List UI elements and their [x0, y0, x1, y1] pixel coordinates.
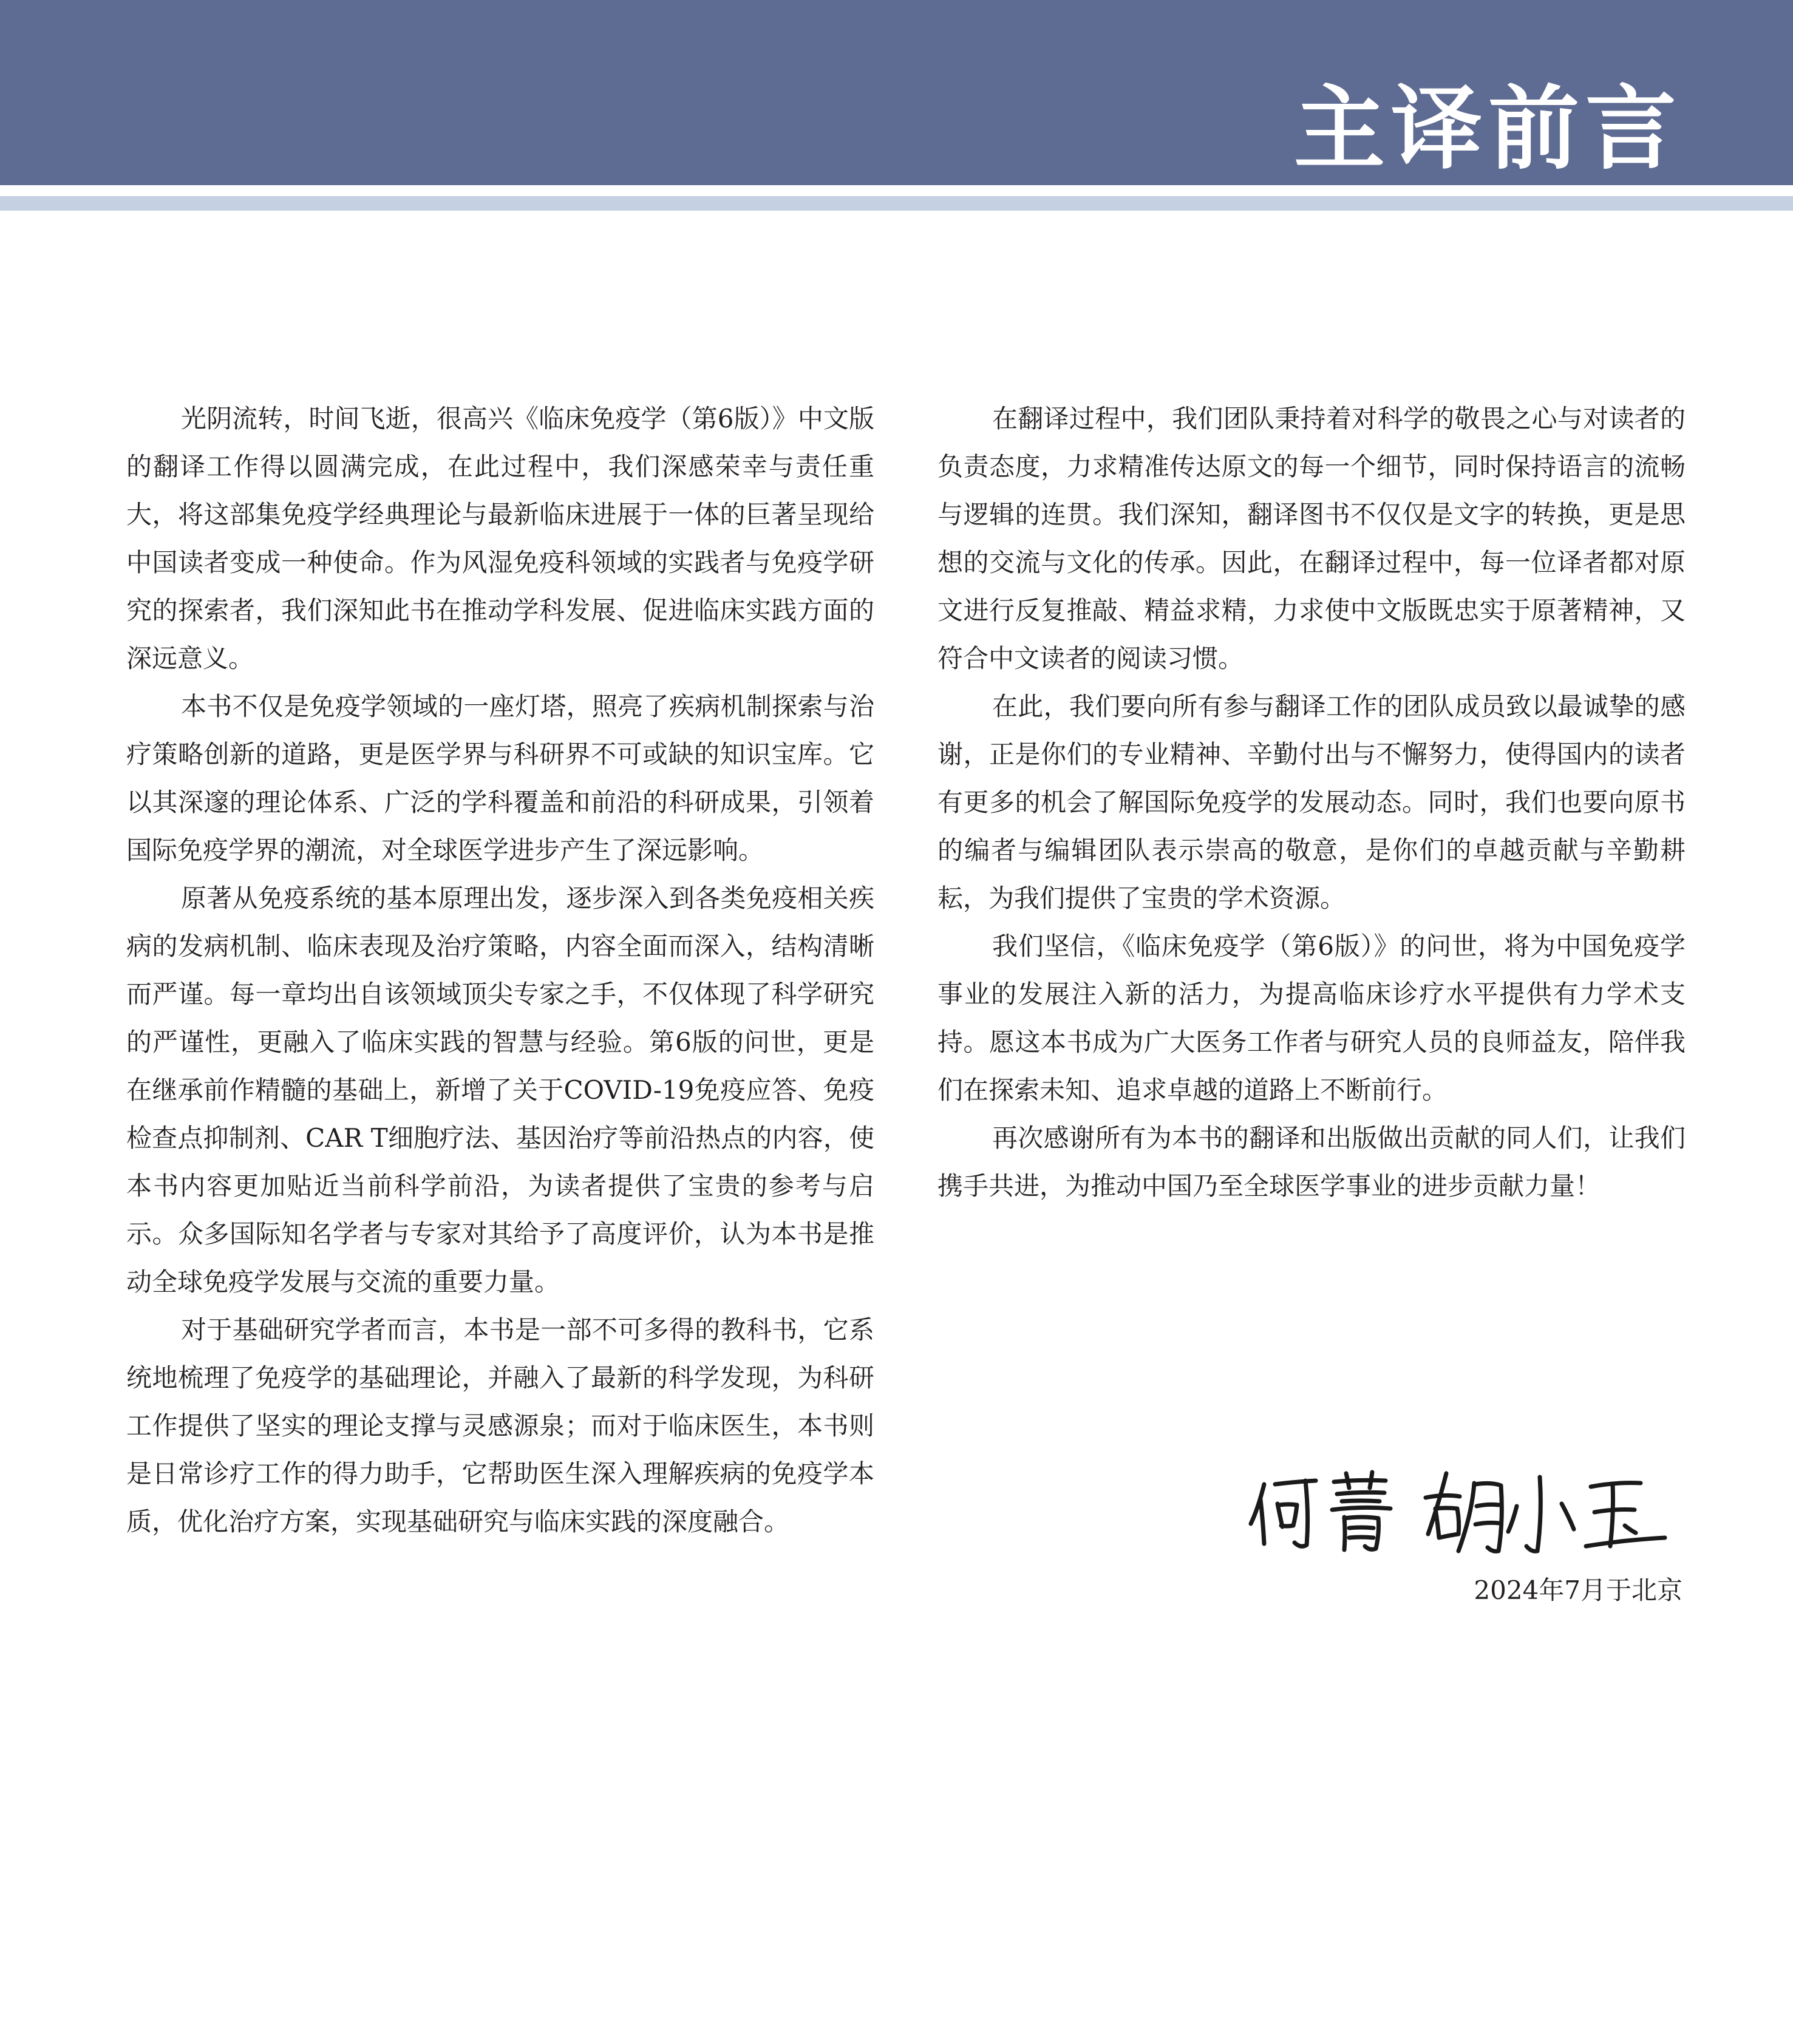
paragraph: 光阴流转，时间飞逝，很高兴《临床免疫学（第6版）》中文版的翻译工作得以圆满完成，在此过程中，我们深感荣幸与责任重大，将这部集免疫学经典理论与最新临床进展于一体的巨著呈现给中国读者变成一种使命。作为风湿免疫科领域的实践者与免疫学研究的探索者，我们深知此书在推动学科发展、促进临床实践方面的深远意义。 — [126, 404, 874, 673]
page-title: 主译前言 — [1293, 76, 1682, 182]
paragraph: 原著从免疫系统的基本原理出发，逐步深入到各类免疫相关疾病的发病机制、临床表现及治疗策略，内容全面而深入，结构清晰而严谨。每一章均出自该领域顶尖专家之手，不仅体现了科学研究的严谨性，更融入了临床实践的智慧与经验。第6版的问世，更是在继承前作精髓的基础上，新增了关于COVID-19免疫应答、免疫检查点抑制剂、CAR T细胞疗法、基因治疗等前沿热点的内容，使本书内容更加贴近当前科学前沿，为读者提供了宝贵的参考与启示。众多国际知名学者与专家对其给予了高度评价，认为本书是推动全球免疫学发展与交流的重要力量。 — [126, 883, 874, 1297]
header-divider — [0, 196, 1793, 211]
paragraph: 我们坚信，《临床免疫学（第6版）》的问世，将为中国免疫学事业的发展注入新的活力，为提高临床诊疗水平提供有力学术支持。愿这本书成为广大医务工作者与研究人员的良师益友，陪伴我们在探索未知、追求卓越的道路上不断前行。 — [937, 931, 1686, 1105]
right-column — [937, 395, 1686, 1210]
left-column — [126, 395, 874, 1546]
signature-graphic — [1246, 1466, 1683, 1557]
paragraph: 再次感谢所有为本书的翻译和出版做出贡献的同人们，让我们携手共进，为推动中国乃至全球医学事业的进步贡献力量！ — [937, 1123, 1686, 1201]
signature-strokes — [1251, 1472, 1665, 1551]
paragraph: 本书不仅是免疫学领域的一座灯塔，照亮了疾病机制探索与治疗策略创新的道路，更是医学界与科研界不可或缺的知识宝库。它以其深邃的理论体系、广泛的学科覆盖和前沿的科研成果，引领着国际免疫学界的潮流，对全球医学进步产生了深远影响。 — [126, 691, 874, 865]
paragraph: 在翻译过程中，我们团队秉持着对科学的敬畏之心与对读者的负责态度，力求精准传达原文的每一个细节，同时保持语言的流畅与逻辑的连贯。我们深知，翻译图书不仅仅是文字的转换，更是思想的交流与文化的传承。因此，在翻译过程中，每一位译者都对原文进行反复推敲、精益求精，力求使中文版既忠实于原著精神，又符合中文读者的阅读习惯。 — [937, 404, 1686, 673]
paragraph: 在此，我们要向所有参与翻译工作的团队成员致以最诚挚的感谢，正是你们的专业精神、辛勤付出与不懈努力，使得国内的读者有更多的机会了解国际免疫学的发展动态。同时，我们也要向原书的编者与编辑团队表示崇高的敬意，是你们的卓越贡献与辛勤耕耘，为我们提供了宝贵的学术资源。 — [937, 691, 1686, 913]
date-and-place: 2024年7月于北京 — [1474, 1575, 1682, 1605]
handwritten-signature — [1246, 1466, 1683, 1557]
paragraph: 对于基础研究学者而言，本书是一部不可多得的教科书，它系统地梳理了免疫学的基础理论，并融入了最新的科学发现，为科研工作提供了坚实的理论支撑与灵感源泉；而对于临床医生，本书则是日常诊疗工作的得力助手，它帮助医生深入理解疾病的免疫学本质，优化治疗方案，实现基础研究与临床实践的深度融合。 — [126, 1315, 874, 1536]
